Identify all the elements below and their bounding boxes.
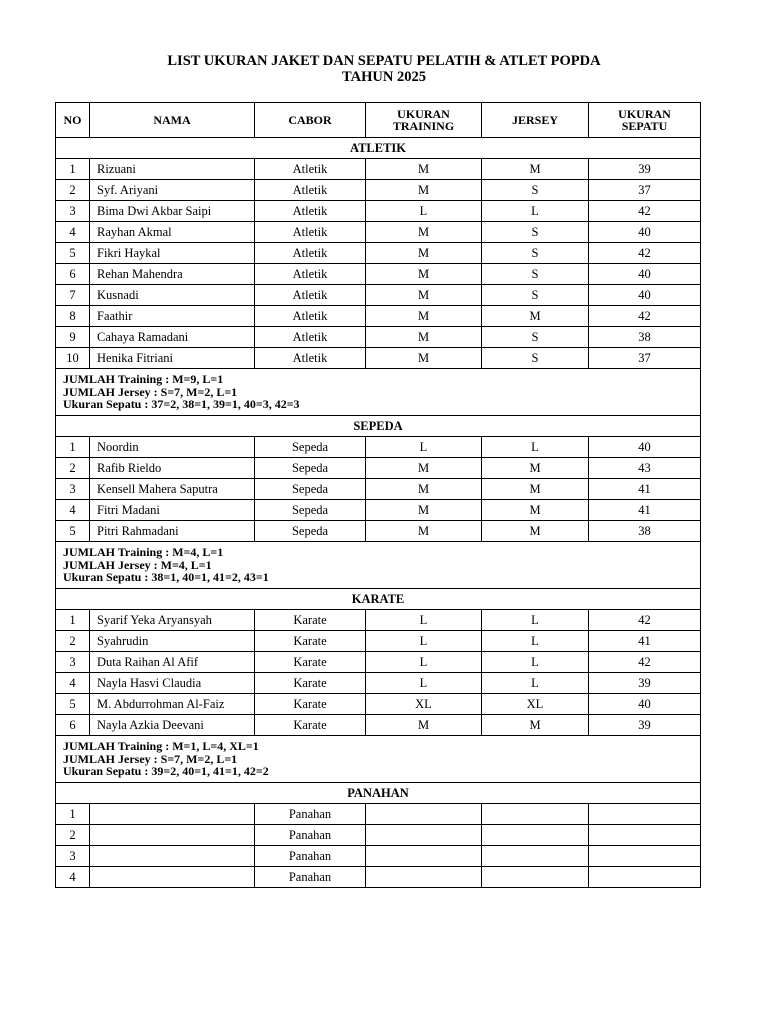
table-row [56, 610, 701, 631]
cell-training: L [366, 631, 482, 652]
cell-sepatu: 42 [589, 610, 701, 631]
cell-sepatu [589, 846, 701, 867]
cell-no: 1 [56, 610, 90, 631]
cell-cabor: Sepeda [255, 479, 366, 500]
cell-training [366, 867, 482, 888]
cell-jersey: L [482, 631, 589, 652]
cell-nama [90, 825, 255, 846]
table-row [56, 652, 701, 673]
header-jersey: JERSEY [482, 103, 589, 138]
cell-jersey: S [482, 180, 589, 201]
cell-no: 6 [56, 264, 90, 285]
cell-cabor: Atletik [255, 159, 366, 180]
cell-training: M [366, 521, 482, 542]
cell-training [366, 846, 482, 867]
table-row [56, 846, 701, 867]
table-row [56, 243, 701, 264]
cell-jersey [482, 825, 589, 846]
cell-sepatu: 40 [589, 285, 701, 306]
cell-training: M [366, 458, 482, 479]
header-sepatu-line-1: UKURAN [618, 107, 671, 121]
cell-sepatu: 42 [589, 306, 701, 327]
cell-training: XL [366, 694, 482, 715]
header-ukuran-sepatu [589, 103, 701, 138]
cell-training: M [366, 327, 482, 348]
document-title [0, 53, 768, 85]
cell-no: 3 [56, 652, 90, 673]
cell-training: M [366, 222, 482, 243]
cell-jersey [482, 867, 589, 888]
table-body [56, 138, 701, 888]
table-header-row [56, 103, 701, 138]
summary-line: JUMLAH Jersey : M=4, L=1 [63, 557, 212, 572]
cell-sepatu [589, 825, 701, 846]
summary-line: JUMLAH Training : M=1, L=4, XL=1 [63, 739, 259, 754]
header-sepatu-line-2: SEPATU [621, 119, 668, 133]
cell-jersey: XL [482, 694, 589, 715]
cell-training: L [366, 610, 482, 631]
table-row [56, 715, 701, 736]
cell-sepatu: 41 [589, 500, 701, 521]
cell-jersey [482, 846, 589, 867]
size-table [55, 102, 701, 888]
summary-line: JUMLAH Training : M=9, L=1 [63, 372, 224, 387]
cell-sepatu [589, 804, 701, 825]
header-cabor: CABOR [255, 103, 366, 138]
cell-nama: Syarif Yeka Aryansyah [90, 610, 255, 631]
cell-no: 4 [56, 222, 90, 243]
cell-sepatu: 38 [589, 327, 701, 348]
cell-cabor: Karate [255, 610, 366, 631]
table-row [56, 458, 701, 479]
table-row [56, 306, 701, 327]
cell-nama: Rehan Mahendra [90, 264, 255, 285]
cell-cabor: Karate [255, 694, 366, 715]
section-header-row [56, 416, 701, 437]
cell-no: 2 [56, 825, 90, 846]
section-title: ATLETIK [56, 138, 701, 159]
cell-cabor: Karate [255, 652, 366, 673]
table-row [56, 631, 701, 652]
header-ukuran-training [366, 103, 482, 138]
cell-jersey: S [482, 285, 589, 306]
cell-cabor: Atletik [255, 180, 366, 201]
cell-no: 10 [56, 348, 90, 369]
cell-nama: Cahaya Ramadani [90, 327, 255, 348]
cell-jersey: L [482, 652, 589, 673]
cell-sepatu: 42 [589, 201, 701, 222]
cell-training: M [366, 306, 482, 327]
cell-nama: Fikri Haykal [90, 243, 255, 264]
summary-line: Ukuran Sepatu : 38=1, 40=1, 41=2, 43=1 [63, 570, 269, 585]
summary-line: Ukuran Sepatu : 39=2, 40=1, 41=1, 42=2 [63, 764, 269, 779]
cell-jersey: S [482, 222, 589, 243]
cell-jersey: L [482, 673, 589, 694]
section-title: PANAHAN [56, 783, 701, 804]
cell-no: 7 [56, 285, 90, 306]
cell-training: L [366, 437, 482, 458]
cell-training: M [366, 180, 482, 201]
table-row [56, 348, 701, 369]
cell-jersey: M [482, 159, 589, 180]
cell-nama: Kensell Mahera Saputra [90, 479, 255, 500]
cell-sepatu: 42 [589, 652, 701, 673]
cell-sepatu: 39 [589, 715, 701, 736]
summary-cell [56, 736, 701, 783]
table-row [56, 673, 701, 694]
cell-jersey: L [482, 610, 589, 631]
cell-no: 1 [56, 437, 90, 458]
cell-sepatu [589, 867, 701, 888]
header-training-line-2: TRAINING [392, 119, 455, 133]
cell-training: M [366, 500, 482, 521]
table-row [56, 500, 701, 521]
cell-sepatu: 43 [589, 458, 701, 479]
cell-nama: Rizuani [90, 159, 255, 180]
cell-jersey: S [482, 264, 589, 285]
cell-no: 3 [56, 201, 90, 222]
table-row [56, 159, 701, 180]
cell-nama: Henika Fitriani [90, 348, 255, 369]
cell-cabor: Atletik [255, 285, 366, 306]
cell-no: 2 [56, 631, 90, 652]
cell-jersey: S [482, 327, 589, 348]
cell-training: M [366, 479, 482, 500]
section-header-row [56, 138, 701, 159]
table-row [56, 804, 701, 825]
cell-sepatu: 39 [589, 159, 701, 180]
cell-sepatu: 40 [589, 222, 701, 243]
table-row [56, 222, 701, 243]
cell-sepatu: 37 [589, 348, 701, 369]
cell-cabor: Karate [255, 673, 366, 694]
summary-line: Ukuran Sepatu : 37=2, 38=1, 39=1, 40=3, 42=3 [63, 397, 300, 412]
cell-training: L [366, 652, 482, 673]
cell-sepatu: 41 [589, 479, 701, 500]
cell-jersey: M [482, 306, 589, 327]
table-row [56, 285, 701, 306]
cell-sepatu: 38 [589, 521, 701, 542]
table-row [56, 867, 701, 888]
section-title: SEPEDA [56, 416, 701, 437]
cell-no: 8 [56, 306, 90, 327]
cell-no: 9 [56, 327, 90, 348]
summary-cell [56, 542, 701, 589]
cell-training: M [366, 715, 482, 736]
cell-training: M [366, 159, 482, 180]
cell-sepatu: 37 [589, 180, 701, 201]
cell-training: M [366, 264, 482, 285]
cell-no: 2 [56, 180, 90, 201]
cell-no: 5 [56, 694, 90, 715]
table-row [56, 825, 701, 846]
cell-nama: Rafib Rieldo [90, 458, 255, 479]
header-nama: NAMA [90, 103, 255, 138]
cell-nama: Nayla Azkia Deevani [90, 715, 255, 736]
summary-row [56, 736, 701, 783]
cell-nama: Duta Raihan Al Afif [90, 652, 255, 673]
cell-no: 5 [56, 521, 90, 542]
table-row [56, 479, 701, 500]
cell-cabor: Karate [255, 631, 366, 652]
cell-nama: Rayhan Akmal [90, 222, 255, 243]
table-row [56, 201, 701, 222]
cell-no: 4 [56, 500, 90, 521]
cell-cabor: Atletik [255, 264, 366, 285]
cell-cabor: Panahan [255, 825, 366, 846]
cell-nama: Syahrudin [90, 631, 255, 652]
cell-cabor: Karate [255, 715, 366, 736]
summary-cell [56, 369, 701, 416]
table-row [56, 180, 701, 201]
cell-nama [90, 804, 255, 825]
section-title: KARATE [56, 589, 701, 610]
cell-no: 4 [56, 867, 90, 888]
cell-cabor: Sepeda [255, 500, 366, 521]
cell-jersey: M [482, 479, 589, 500]
cell-cabor: Atletik [255, 327, 366, 348]
cell-sepatu: 39 [589, 673, 701, 694]
cell-cabor: Panahan [255, 867, 366, 888]
cell-no: 1 [56, 159, 90, 180]
table-row [56, 327, 701, 348]
cell-cabor: Panahan [255, 846, 366, 867]
cell-nama: Faathir [90, 306, 255, 327]
cell-training: L [366, 673, 482, 694]
summary-line: JUMLAH Training : M=4, L=1 [63, 545, 224, 560]
cell-jersey: S [482, 243, 589, 264]
cell-sepatu: 40 [589, 437, 701, 458]
summary-row [56, 369, 701, 416]
cell-sepatu: 41 [589, 631, 701, 652]
cell-no: 4 [56, 673, 90, 694]
summary-line: JUMLAH Jersey : S=7, M=2, L=1 [63, 751, 238, 766]
cell-nama: Kusnadi [90, 285, 255, 306]
cell-no: 3 [56, 846, 90, 867]
cell-training: L [366, 201, 482, 222]
cell-sepatu: 40 [589, 264, 701, 285]
cell-cabor: Atletik [255, 201, 366, 222]
cell-training: M [366, 243, 482, 264]
cell-cabor: Atletik [255, 348, 366, 369]
cell-jersey: M [482, 521, 589, 542]
cell-training [366, 804, 482, 825]
section-header-row [56, 589, 701, 610]
cell-nama [90, 846, 255, 867]
summary-line: JUMLAH Jersey : S=7, M=2, L=1 [63, 384, 238, 399]
cell-training: M [366, 285, 482, 306]
cell-cabor: Atletik [255, 306, 366, 327]
title-line-1: LIST UKURAN JAKET DAN SEPATU PELATIH & ATLET POPDA [167, 53, 601, 69]
table-row [56, 264, 701, 285]
cell-cabor: Sepeda [255, 521, 366, 542]
cell-nama: Nayla Hasvi Claudia [90, 673, 255, 694]
cell-cabor: Atletik [255, 222, 366, 243]
cell-nama: Pitri Rahmadani [90, 521, 255, 542]
cell-nama: Fitri Madani [90, 500, 255, 521]
cell-jersey: M [482, 500, 589, 521]
header-training-line-1: UKURAN [397, 107, 450, 121]
cell-nama: Syf. Ariyani [90, 180, 255, 201]
cell-jersey: S [482, 348, 589, 369]
title-line-2: TAHUN 2025 [342, 69, 426, 85]
cell-jersey [482, 804, 589, 825]
cell-training [366, 825, 482, 846]
cell-training: M [366, 348, 482, 369]
cell-cabor: Sepeda [255, 458, 366, 479]
table-row [56, 437, 701, 458]
cell-jersey: M [482, 458, 589, 479]
cell-no: 6 [56, 715, 90, 736]
section-header-row [56, 783, 701, 804]
cell-jersey: L [482, 201, 589, 222]
header-no: NO [56, 103, 90, 138]
cell-jersey: M [482, 715, 589, 736]
cell-no: 1 [56, 804, 90, 825]
cell-nama: Bima Dwi Akbar Saipi [90, 201, 255, 222]
cell-sepatu: 40 [589, 694, 701, 715]
cell-cabor: Atletik [255, 243, 366, 264]
table-row [56, 521, 701, 542]
cell-sepatu: 42 [589, 243, 701, 264]
cell-nama [90, 867, 255, 888]
cell-nama: Noordin [90, 437, 255, 458]
cell-nama: M. Abdurrohman Al-Faiz [90, 694, 255, 715]
table-row [56, 694, 701, 715]
cell-no: 5 [56, 243, 90, 264]
cell-cabor: Sepeda [255, 437, 366, 458]
cell-no: 3 [56, 479, 90, 500]
summary-row [56, 542, 701, 589]
cell-cabor: Panahan [255, 804, 366, 825]
cell-jersey: L [482, 437, 589, 458]
cell-no: 2 [56, 458, 90, 479]
